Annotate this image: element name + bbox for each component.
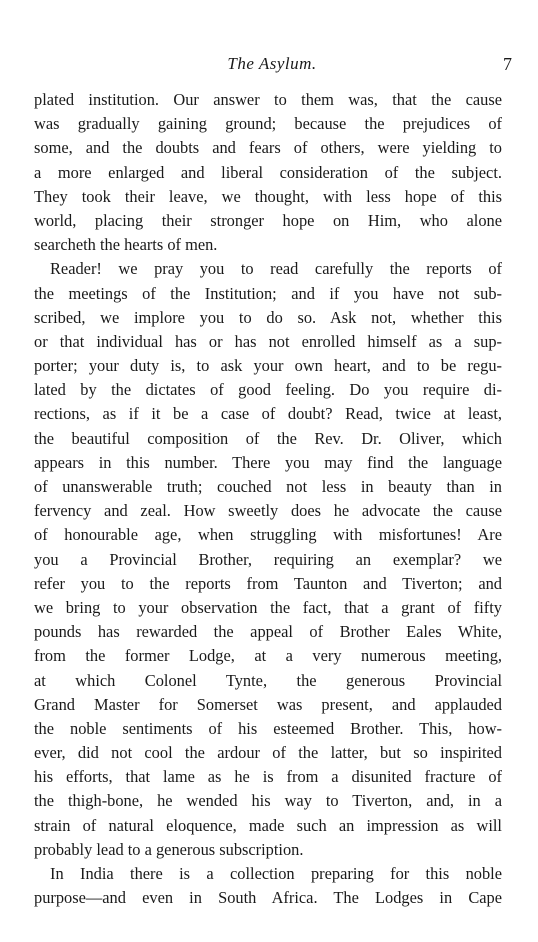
text-line: In India there is a collection preparing for this noble [50, 864, 502, 883]
text-line: purpose—and even in South Africa. The Lodges in Cape [34, 888, 502, 908]
text-line: They took their leave, we thought, with less hope of this [34, 186, 502, 206]
text-line: porter; your duty is, to ask your own heart, and to be regu- [34, 356, 502, 376]
text-line: lated by the dictates of good feeling. Do you require di- [34, 380, 502, 400]
paragraph [34, 257, 502, 862]
text-line: his efforts, that lame as he is from a disunited fracture of [34, 767, 502, 787]
text-line: some, and the doubts and fears of others, were yielding to [34, 138, 502, 158]
text-line: ever, did not cool the ardour of the latter, but so inspirited [34, 743, 502, 763]
text-line: a more enlarged and liberal consideration of the subject. [34, 162, 502, 182]
text-line: probably lead to a generous subscription. [34, 839, 304, 859]
text-line: rections, as if it be a case of doubt? Read, twice at least, [34, 404, 502, 424]
text-line: strain of natural eloquence, made such an impression as will [34, 815, 502, 835]
text-line: was gradually gaining ground; because the prejudices of [34, 114, 502, 134]
text-line: you a Provincial Brother, requiring an exemplar? we [34, 549, 502, 569]
running-title: The Asylum. [227, 54, 317, 73]
text-line: appears in this number. There you may find the language [34, 452, 502, 472]
text-line: the noble sentiments of his esteemed Brother. This, how- [34, 718, 502, 738]
text-line: Reader! we pray you to read carefully the reports of [50, 259, 502, 279]
text-line: from the former Lodge, at a very numerous meeting, [34, 646, 502, 666]
text-line: fervency and zeal. How sweetly does he advocate the cause [34, 501, 502, 521]
text-line: refer you to the reports from Taunton and Tiverton; and [34, 573, 502, 593]
text-line: scribed, we implore you to do so. Ask not, whether this [34, 307, 502, 327]
paragraph [34, 88, 502, 257]
text-line: pounds has rewarded the appeal of Brother Eales White, [34, 622, 502, 642]
text-line: of honourable age, when struggling with misfortunes! Are [34, 525, 502, 545]
text-line: or that individual has or has not enrolled himself as a sup- [34, 331, 502, 351]
page-number: 7 [503, 54, 512, 74]
page-header [32, 54, 512, 80]
text-line: the beautiful composition of the Rev. Dr. Oliver, which [34, 428, 502, 448]
text-line: searcheth the hearts of men. [34, 235, 218, 255]
paragraph [34, 862, 502, 910]
text-line: of unanswerable truth; couched not less in beauty than in [34, 477, 502, 496]
text-line: world, placing their stronger hope on Him, who alone [34, 210, 502, 230]
text-line: the thigh-bone, he wended his way to Tiverton, and, in a [34, 791, 502, 811]
text-line: the meetings of the Institution; and if you have not sub- [34, 283, 502, 303]
body-text [34, 88, 502, 910]
text-line: we bring to your observation the fact, that a grant of fifty [34, 597, 502, 617]
text-line: at which Colonel Tynte, the generous Provincial [34, 670, 502, 690]
text-line: Grand Master for Somerset was present, and applauded [34, 694, 502, 714]
text-line: plated institution. Our answer to them was, that the cause [34, 90, 502, 109]
